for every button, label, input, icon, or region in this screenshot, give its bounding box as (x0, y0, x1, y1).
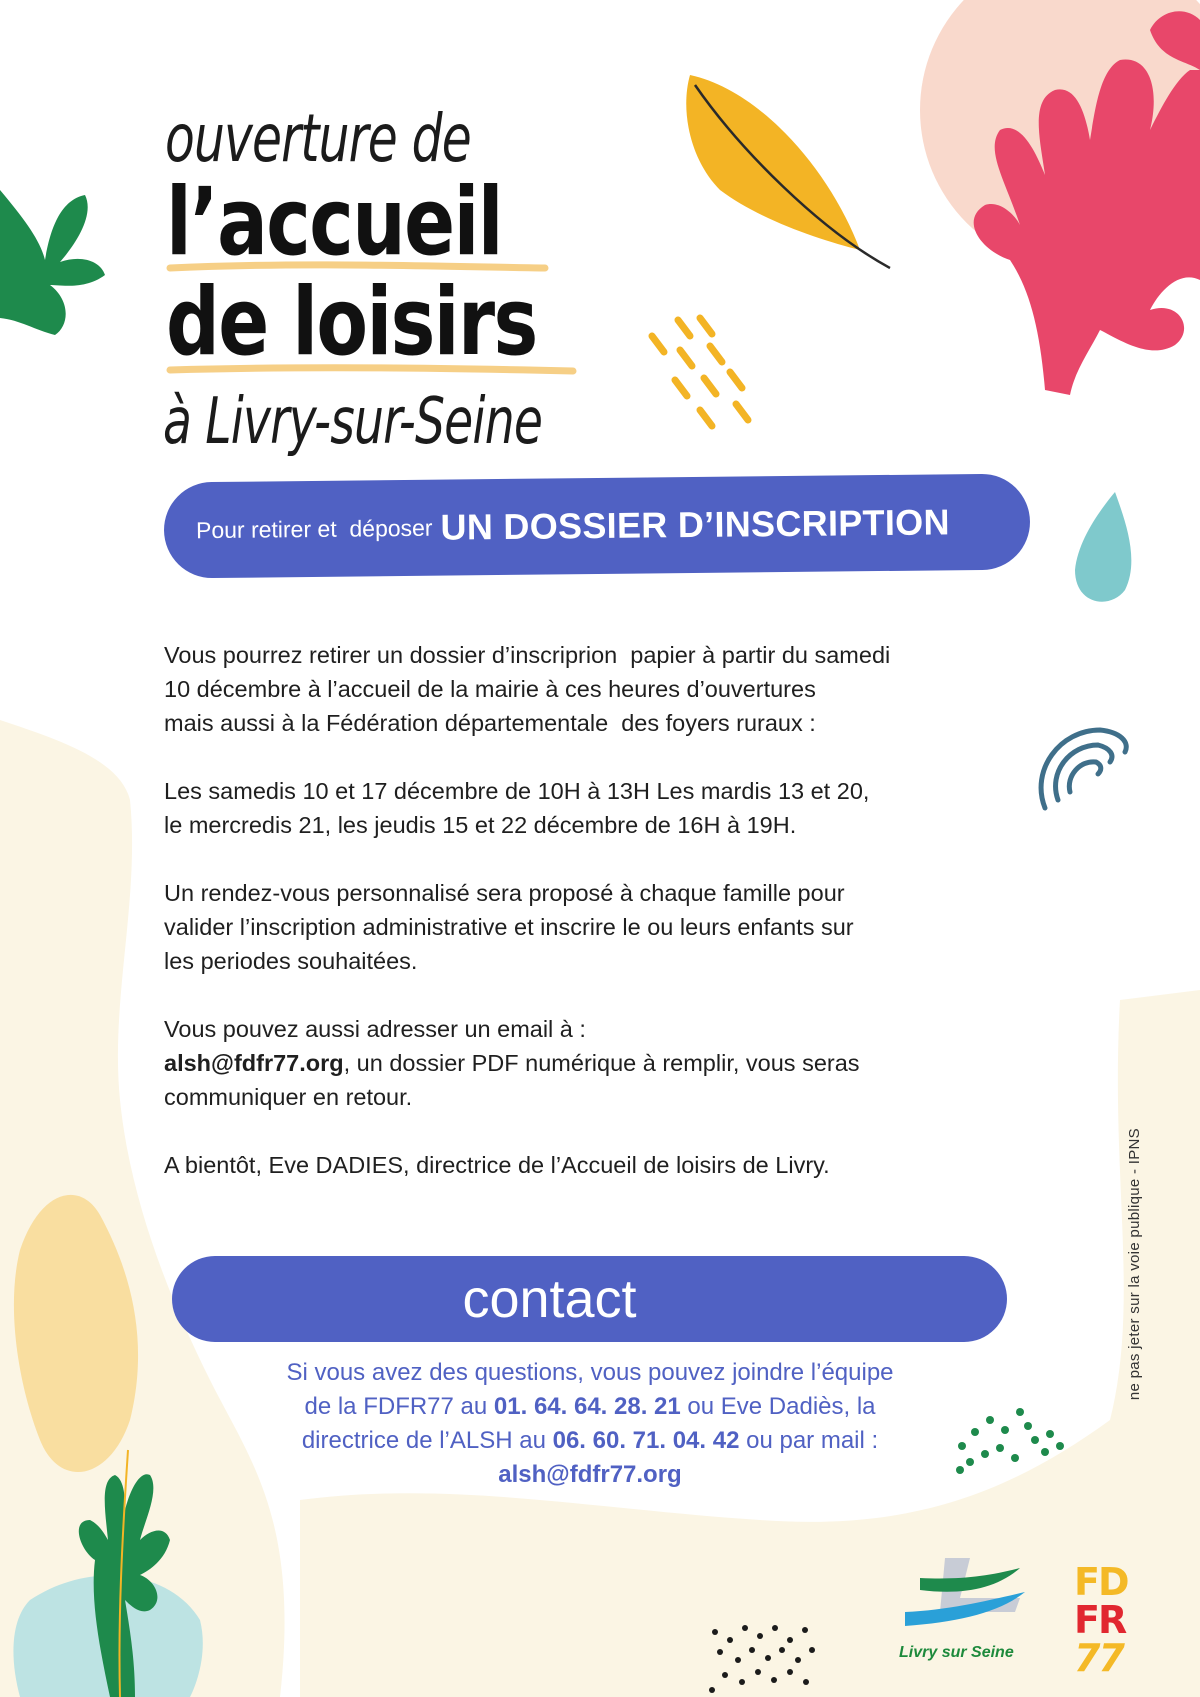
contact-text-part: directrice de l’ALSH au (301, 1427, 553, 1454)
paragraph-signature (164, 1148, 1024, 1182)
body-text (164, 638, 1024, 1216)
yellow-dashes (652, 318, 748, 426)
title-line-loisirs: de loisirs (166, 268, 537, 377)
contact-text (210, 1356, 970, 1492)
paragraph-horaires (164, 774, 1024, 842)
paragraph-line: mais aussi à la Fédération départementale des foyers ruraux : (164, 710, 816, 736)
phone-alsh[interactable]: 06. 60. 71. 04. 42 (552, 1427, 740, 1454)
contact-line (210, 1390, 970, 1424)
livry-logo-text: Livry sur Seine (899, 1644, 1014, 1661)
fdfr-logo-row: FD (1074, 1560, 1128, 1604)
contact-heading: contact (462, 1269, 637, 1329)
contact-banner (172, 1256, 1007, 1342)
contact-email-link[interactable]: alsh@fdfr77.org (498, 1461, 682, 1488)
yellow-feather-leaf (686, 75, 890, 268)
contact-text-part: de la FDFR77 au (304, 1393, 494, 1420)
contact-line (210, 1424, 970, 1458)
paragraph-retrait (164, 638, 1024, 740)
contact-text-part: ou par mail : (739, 1427, 879, 1454)
paragraph-line: valider l’inscription administrative et inscrire le ou leurs enfants sur (164, 914, 854, 940)
inscription-banner (164, 473, 1031, 578)
paragraph-rendez-vous (164, 876, 1024, 978)
paragraph-text: , un dossier PDF numérique à remplir, vous seras (343, 1050, 860, 1076)
side-note-ipns: ne pas jeter sur la voie publique - IPNS (1126, 1128, 1143, 1401)
paragraph-line: Un rendez-vous personnalisé sera proposé à chaque famille pour (164, 880, 845, 906)
fdfr-logo-row: 77 (1074, 1636, 1123, 1680)
paragraph-line: 10 décembre à l’accueil de la mairie à ces heures d’ouvertures (164, 676, 816, 702)
email-link[interactable]: alsh@fdfr77.org (164, 1050, 344, 1076)
teal-drop (1075, 492, 1131, 602)
contact-line: Si vous avez des questions, vous pouvez joindre l’équipe (286, 1359, 894, 1386)
fdfr-logo-row: FR (1074, 1598, 1126, 1642)
paragraph-line: le mercredis 21, les jeudis 15 et 22 décembre de 16H à 19H. (164, 812, 797, 838)
paragraph-line: Les samedis 10 et 17 décembre de 10H à 13H Les mardis 13 et 20, (164, 778, 870, 804)
title-line-location: à Livry-sur-Seine (163, 385, 543, 459)
paragraph-email (164, 1012, 1024, 1114)
paragraph-line: Vous pourrez retirer un dossier d’inscriprion papier à partir du samedi (164, 642, 891, 668)
rainbow-arcs (1041, 730, 1126, 808)
paragraph-line: Vous pouvez aussi adresser un email à : (164, 1016, 586, 1042)
paragraph-line (164, 1046, 1024, 1080)
banner-main-text: UN DOSSIER D’INSCRIPTION (440, 501, 950, 548)
paragraph-line: les periodes souhaitées. (164, 948, 418, 974)
paragraph-line: A bientôt, Eve DADIES, directrice de l’Accueil de loisirs de Livry. (164, 1152, 830, 1178)
banner-prefix: Pour retirer et déposer (195, 514, 433, 543)
phone-fdfr[interactable]: 01. 64. 64. 28. 21 (493, 1393, 681, 1420)
green-leaf-top-left (0, 190, 105, 335)
title-line-ouverture: ouverture de (165, 100, 471, 177)
contact-text-part: ou Eve Dadiès, la (680, 1393, 876, 1420)
fdfr77-logo (1074, 1560, 1144, 1681)
paragraph-line: communiquer en retour. (164, 1084, 413, 1110)
title-line-accueil: l’accueil (166, 168, 502, 277)
